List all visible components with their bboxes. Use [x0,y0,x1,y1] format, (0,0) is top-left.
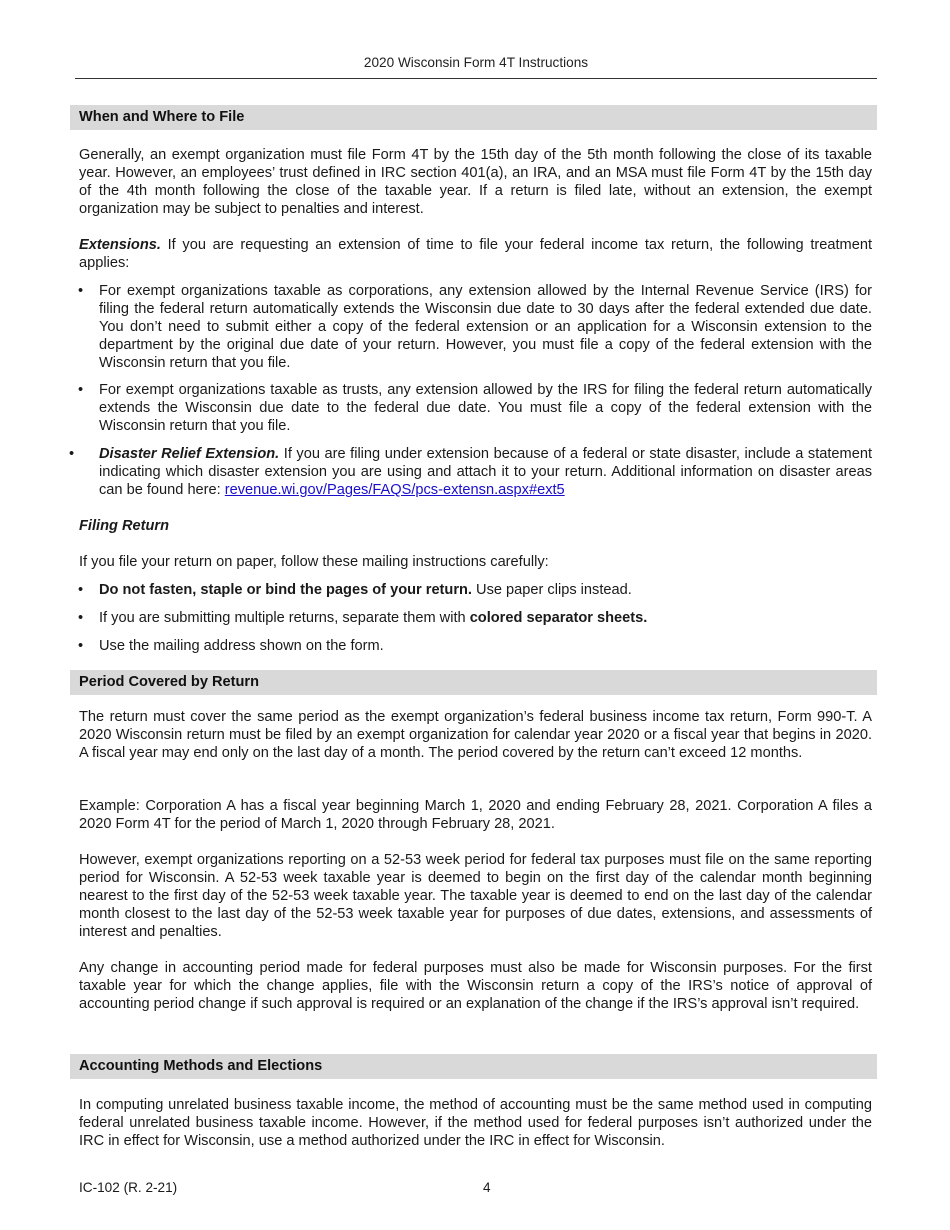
disaster-relief-text [99,445,872,499]
extensions-paragraph [79,236,872,272]
bullet-bold-text: Do not fasten, staple or bind the pages of your return. [99,582,472,598]
bullet-text [99,581,872,599]
bullet-icon: • [78,638,84,654]
bullet-icon: • [78,610,84,626]
bullet-icon: • [78,582,84,598]
bullet-icon: • [78,382,84,398]
filing-bullet-separator [79,609,872,627]
extension-bullet-trusts [79,381,872,435]
bullet-pre-text: If you are submitting multiple returns, separate them with [99,610,470,626]
footer-form-id: IC-102 (R. 2-21) [79,1180,178,1195]
section-heading-when-where: When and Where to File [70,105,877,130]
filing-return-subheading: Filing Return [79,518,169,534]
period-change-paragraph: Any change in accounting period made for federal purposes must also be made for Wisconsin purposes. For the first taxable year for which the change applies, file with the Wisconsin return a copy of the IRS’s notice of approval of accounting period change if such approval is required or an explanation of the change if the IRS’s approval isn’t required. [79,960,872,1012]
period-paragraph-1: The return must cover the same period as the exempt organization’s federal business income tax return, Form 990-T. A 2020 Wisconsin return must be filed by an exempt organization for calendar year 2020 or a fiscal year that begins in 2020. A fiscal year may end only on the last day of a month. The period covered by the return can’t exceed 12 months. [79,709,872,761]
period-example-paragraph: Example: Corporation A has a fiscal year beginning March 1, 2020 and ending February 28, 2021. Corporation A files a 2020 Form 4T for the period of March 1, 2020 through February 28, 2021. [79,798,872,832]
header-divider [75,78,877,79]
footer-page-number: 4 [483,1180,491,1195]
bullet-rest-text: Use paper clips instead. [471,582,632,598]
section-heading-period: Period Covered by Return [70,670,877,695]
bullet-icon: • [78,283,84,299]
bullet-text: For exempt organizations taxable as corporations, any extension allowed by the Internal Revenue Service (IRS) for filing the federal return automatically extends the Wisconsin due date to 30 days after the federal extended due date. You don’t need to submit either a copy of the federal extension or an application for a Wisconsin extension to the department by the original due date of your return. However, you must file a copy of the federal extension with the Wisconsin return that you file. [99,283,872,371]
disaster-relief-bullet [70,445,872,499]
accounting-paragraph: In computing unrelated business taxable income, the method of accounting must be the same method used in computing federal unrelated business taxable income. However, if the method used for federal purposes isn’t authorized under the IRC in effect for Wisconsin, use a method authorized under the IRC in effect for Wisconsin. [79,1097,872,1149]
section-heading-accounting: Accounting Methods and Elections [70,1054,877,1079]
disaster-relief-label: Disaster Relief Extension. [99,446,280,462]
page-header-title: 2020 Wisconsin Form 4T Instructions [363,55,589,70]
when-where-paragraph: Generally, an exempt organization must file Form 4T by the 15th day of the 5th month following the close of its taxable year. However, an employees’ trust defined in IRC section 401(a), an IRA, and an MSA must file Form 4T by the 15th day of the 4th month following the close of the taxable year. If a return is filed late, without an extension, the exempt organization may be subject to penalties and interest. [79,147,872,217]
bullet-icon: • [69,446,75,462]
extensions-label: Extensions. [79,237,161,253]
filing-bullet-fasten [79,581,872,599]
extension-bullet-corporations [79,282,872,372]
disaster-info-link[interactable]: revenue.wi.gov/Pages/FAQS/pcs-extensn.aspx#ext5 [224,482,565,498]
filing-return-intro: If you file your return on paper, follow these mailing instructions carefully: [79,554,549,570]
disaster-relief-body: If you are filing under extension because of a federal or state disaster, include a statement indicating which disaster extension you are using and attach it to your return. Additional information on disaster areas can be found here: [99,446,872,498]
period-52-53-week-paragraph: However, exempt organizations reporting on a 52-53 week period for federal tax purposes must file on the same reporting period for Wisconsin. A 52-53 week taxable year is deemed to begin on the first day of the calendar month beginning nearest to the first day of the 52-53 week taxable year. The taxable year is deemed to end on the last day of the calendar month closest to the last day of the 52-53 week taxable year for purposes of due dates, extensions, and assessments of interest and penalties. [79,852,872,940]
extensions-text: If you are requesting an extension of time to file your federal income tax return, the following treatment applies: [79,237,872,271]
bullet-text [99,609,872,627]
bullet-text: For exempt organizations taxable as trusts, any extension allowed by the IRS for filing the federal return automatically extends the Wisconsin due date to the federal due date. You must file a copy of the federal extension with the Wisconsin return that you file. [99,382,872,434]
bullet-bold-text: colored separator sheets. [469,610,648,626]
bullet-text: Use the mailing address shown on the form. [99,638,384,654]
filing-bullet-address [79,637,872,655]
